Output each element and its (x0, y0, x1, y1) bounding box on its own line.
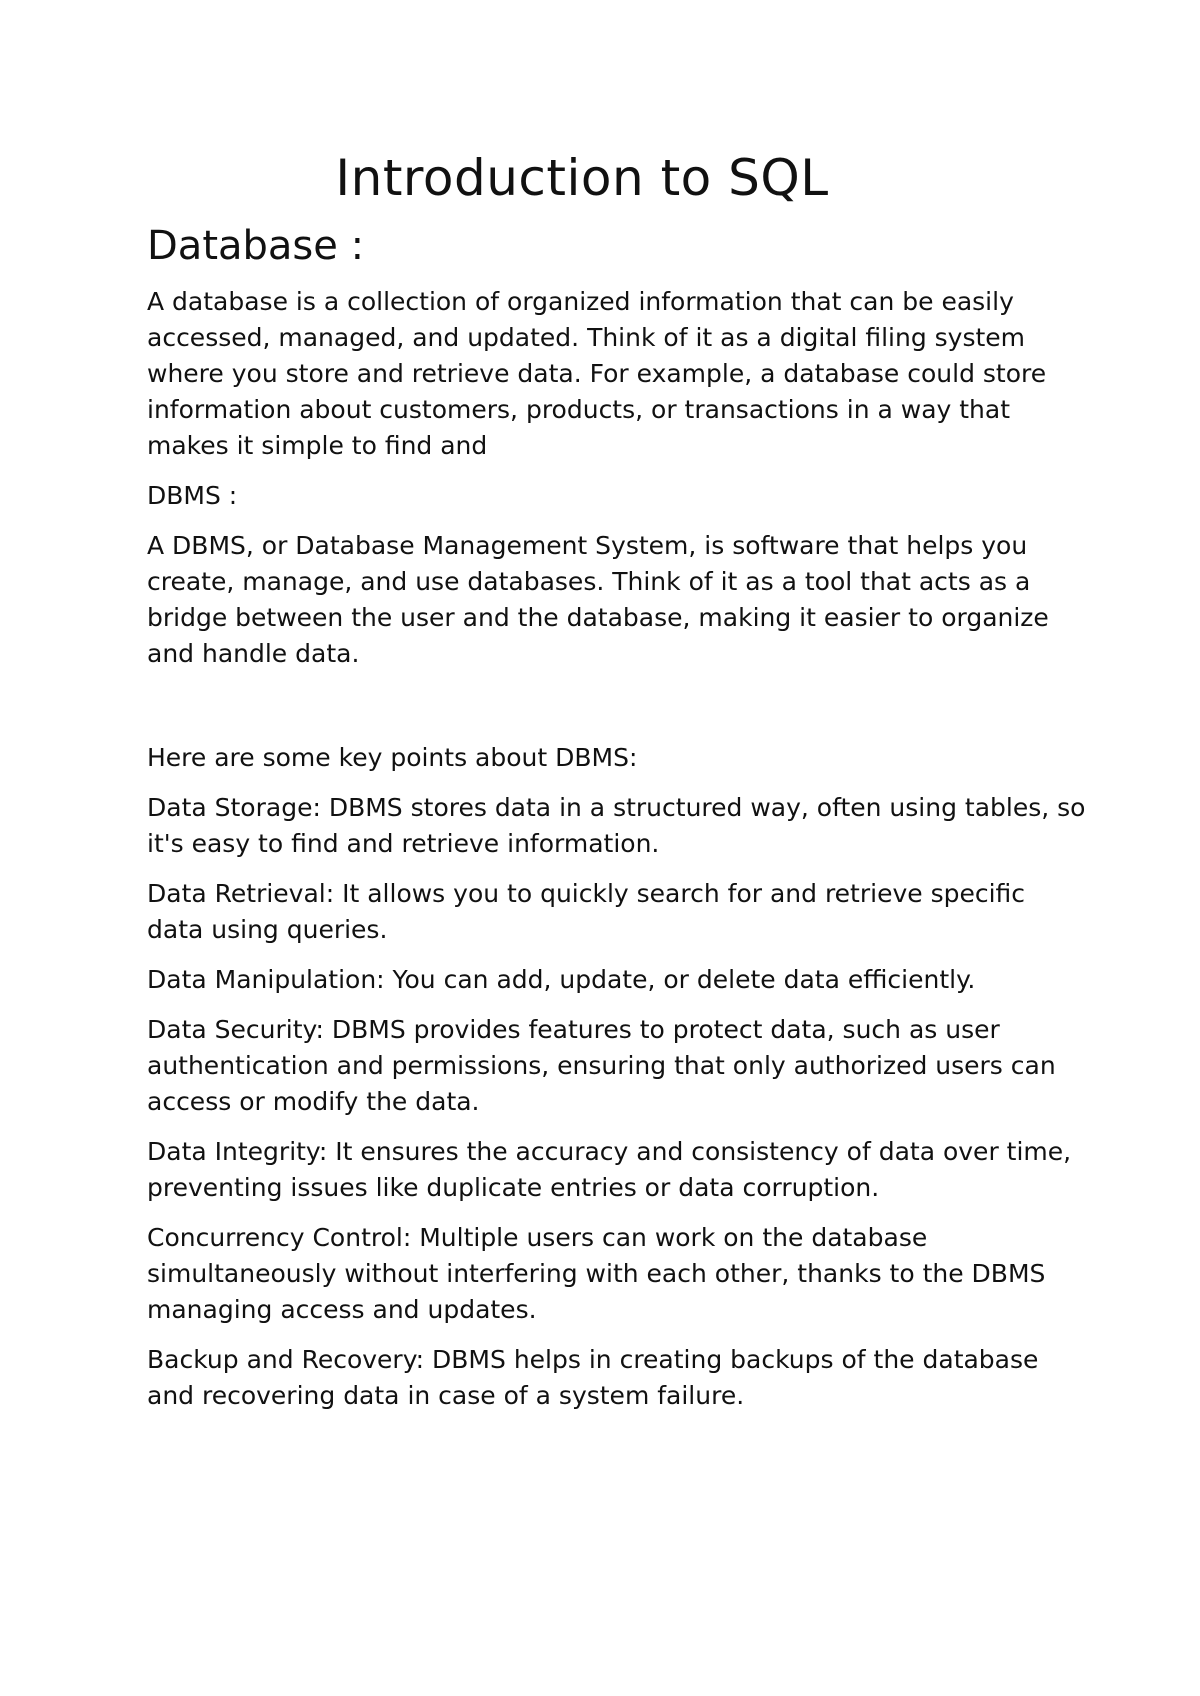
page-title: Introduction to SQL (335, 149, 829, 207)
dbms-paragraph: A DBMS, or Database Management System, is software that helps you create, manage, and use databases. Think of it as a tool that acts as a bridge between the user and the database, making it easier to organize and handle data. (147, 531, 1049, 668)
document-content (147, 144, 1087, 1428)
dbms-heading: DBMS : (147, 481, 238, 510)
key-point-concurrency-control: Concurrency Control: Multiple users can work on the database simultaneously without interfering with each other, thanks to the DBMS managing access and updates. (147, 1223, 1046, 1324)
key-point-data-manipulation: Data Manipulation: You can add, update, or delete data efficiently. (147, 965, 976, 994)
database-paragraph: A database is a collection of organized information that can be easily accessed, managed, and updated. Think of it as a digital filing system where you store and retrieve data. For example, a database could store information about customers, products, or transactions in a way that makes it simple to find and (147, 287, 1047, 460)
key-points-intro: Here are some key points about DBMS: (147, 743, 638, 772)
key-point-backup-recovery: Backup and Recovery: DBMS helps in creating backups of the database and recovering data in case of a system failure. (147, 1345, 1039, 1410)
database-heading: Database : (147, 223, 365, 269)
key-point-data-retrieval: Data Retrieval: It allows you to quickly search for and retrieve specific data using queries. (147, 879, 1026, 944)
key-point-data-security: Data Security: DBMS provides features to protect data, such as user authentication and permissions, ensuring that only authorized users can access or modify the data. (147, 1015, 1056, 1116)
paragraph-spacer (147, 686, 1087, 740)
key-point-data-integrity: Data Integrity: It ensures the accuracy and consistency of data over time, preventing issues like duplicate entries or data corruption. (147, 1137, 1072, 1202)
key-point-data-storage: Data Storage: DBMS stores data in a structured way, often using tables, so it's easy to find and retrieve information. (147, 793, 1086, 858)
